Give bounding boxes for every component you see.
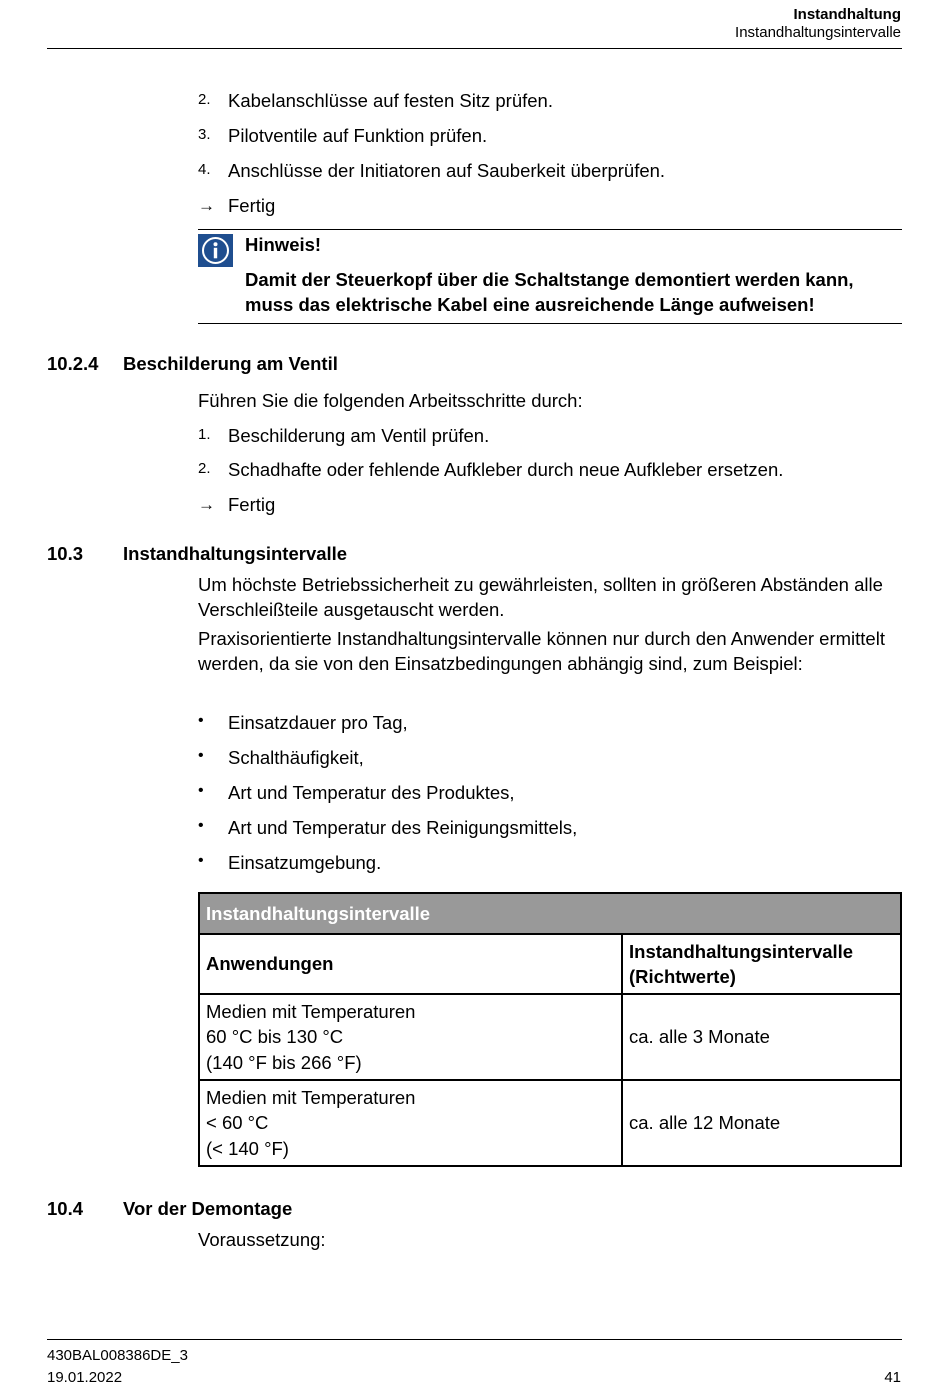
table-caption: Instandhaltungsintervalle [199,893,901,934]
bullet-text: Schalthäufigkeit, [228,747,364,768]
step-text: Schadhafte oder fehlende Aufkleber durch neue Aufkleber ersetzen. [228,459,784,480]
paragraph: Um höchste Betriebssicherheit zu gewährleisten, sollten in größeren Abständen alle Verschleißteile ausgetauscht werden. [198,574,883,620]
step-number: 2. [198,460,211,477]
table-header-row [199,934,901,994]
result-text: Fertig [228,494,276,515]
section-title: Vor der Demontage [123,1198,293,1219]
cell-line: Medien mit Temperaturen [206,1086,416,1108]
result-text: Fertig [228,195,276,216]
note-rule-bottom [198,323,902,324]
bullet-text: Art und Temperatur des Reinigungsmittels, [228,817,578,838]
section-intro: Führen Sie die folgenden Arbeitsschritte durch: [198,390,583,411]
cell-line: < 60 °C [206,1112,269,1134]
cell-line: 60 °C bis 130 °C [206,1026,344,1048]
note-text: Damit der Steuerkopf über die Schaltstange demontiert werden kann, muss das elektrische Kabel eine ausreichende Länge aufweisen! [245,269,854,315]
bullet-icon: • [198,747,204,764]
column-header-intervals [622,934,901,994]
step-text: Anschlüsse der Initiatoren auf Sauberkeit überprüfen. [228,160,666,181]
section-number: 10.3 [47,543,84,564]
section-title: Beschilderung am Ventil [123,353,338,374]
footer-rule [47,1339,902,1340]
bullet-icon: • [198,852,204,869]
column-header-applications: Anwendungen [199,934,622,994]
section-number: 10.2.4 [47,353,99,374]
footer-document-id: 430BAL008386DE_3 [47,1347,188,1364]
section-intro: Voraussetzung: [198,1229,326,1250]
application-cell [199,1080,622,1166]
maintenance-interval-table [198,892,902,1167]
table-row [199,1080,901,1166]
page-number: 41 [884,1369,901,1386]
bullet-text: Einsatzdauer pro Tag, [228,712,408,733]
table-caption-row [199,893,901,934]
cell-line: (140 °F bis 266 °F) [206,1051,362,1073]
paragraph: Praxisorientierte Instandhaltungsintervalle können nur durch den Anwender ermittelt werden, da sie von den Einsatzbedingungen abhängig sind, zum Beispiel: [198,628,885,674]
step-text: Kabelanschlüsse auf festen Sitz prüfen. [228,90,553,111]
running-header-section: Instandhaltungsintervalle [735,24,901,41]
section-number: 10.4 [47,1198,84,1219]
section-title: Instandhaltungsintervalle [123,543,348,564]
step-number: 3. [198,126,211,143]
arrow-right-icon: → [198,495,215,514]
step-number: 2. [198,91,211,108]
bullet-text: Art und Temperatur des Produktes, [228,782,515,803]
note-title: Hinweis! [245,234,322,255]
column-header-line: (Richtwerte) [629,966,736,987]
bullet-text: Einsatzumgebung. [228,852,382,873]
running-header-chapter: Instandhaltung [793,6,901,23]
footer-date: 19.01.2022 [47,1369,123,1386]
step-number: 4. [198,161,211,178]
cell-line: (< 140 °F) [206,1137,289,1159]
arrow-right-icon: → [198,196,215,215]
step-text: Pilotventile auf Funktion prüfen. [228,125,488,146]
bullet-icon: • [198,782,204,799]
table-row [199,994,901,1080]
cell-line: Medien mit Temperaturen [206,1000,416,1022]
step-number: 1. [198,426,211,443]
step-text: Beschilderung am Ventil prüfen. [228,425,490,446]
bullet-icon: • [198,817,204,834]
note-rule-top [198,229,902,230]
application-cell [199,994,622,1080]
interval-cell: ca. alle 3 Monate [622,994,901,1080]
interval-cell: ca. alle 12 Monate [622,1080,901,1166]
bullet-icon: • [198,712,204,729]
column-header-line: Instandhaltungsintervalle [629,940,854,962]
info-icon [198,234,233,267]
header-rule [47,48,902,49]
